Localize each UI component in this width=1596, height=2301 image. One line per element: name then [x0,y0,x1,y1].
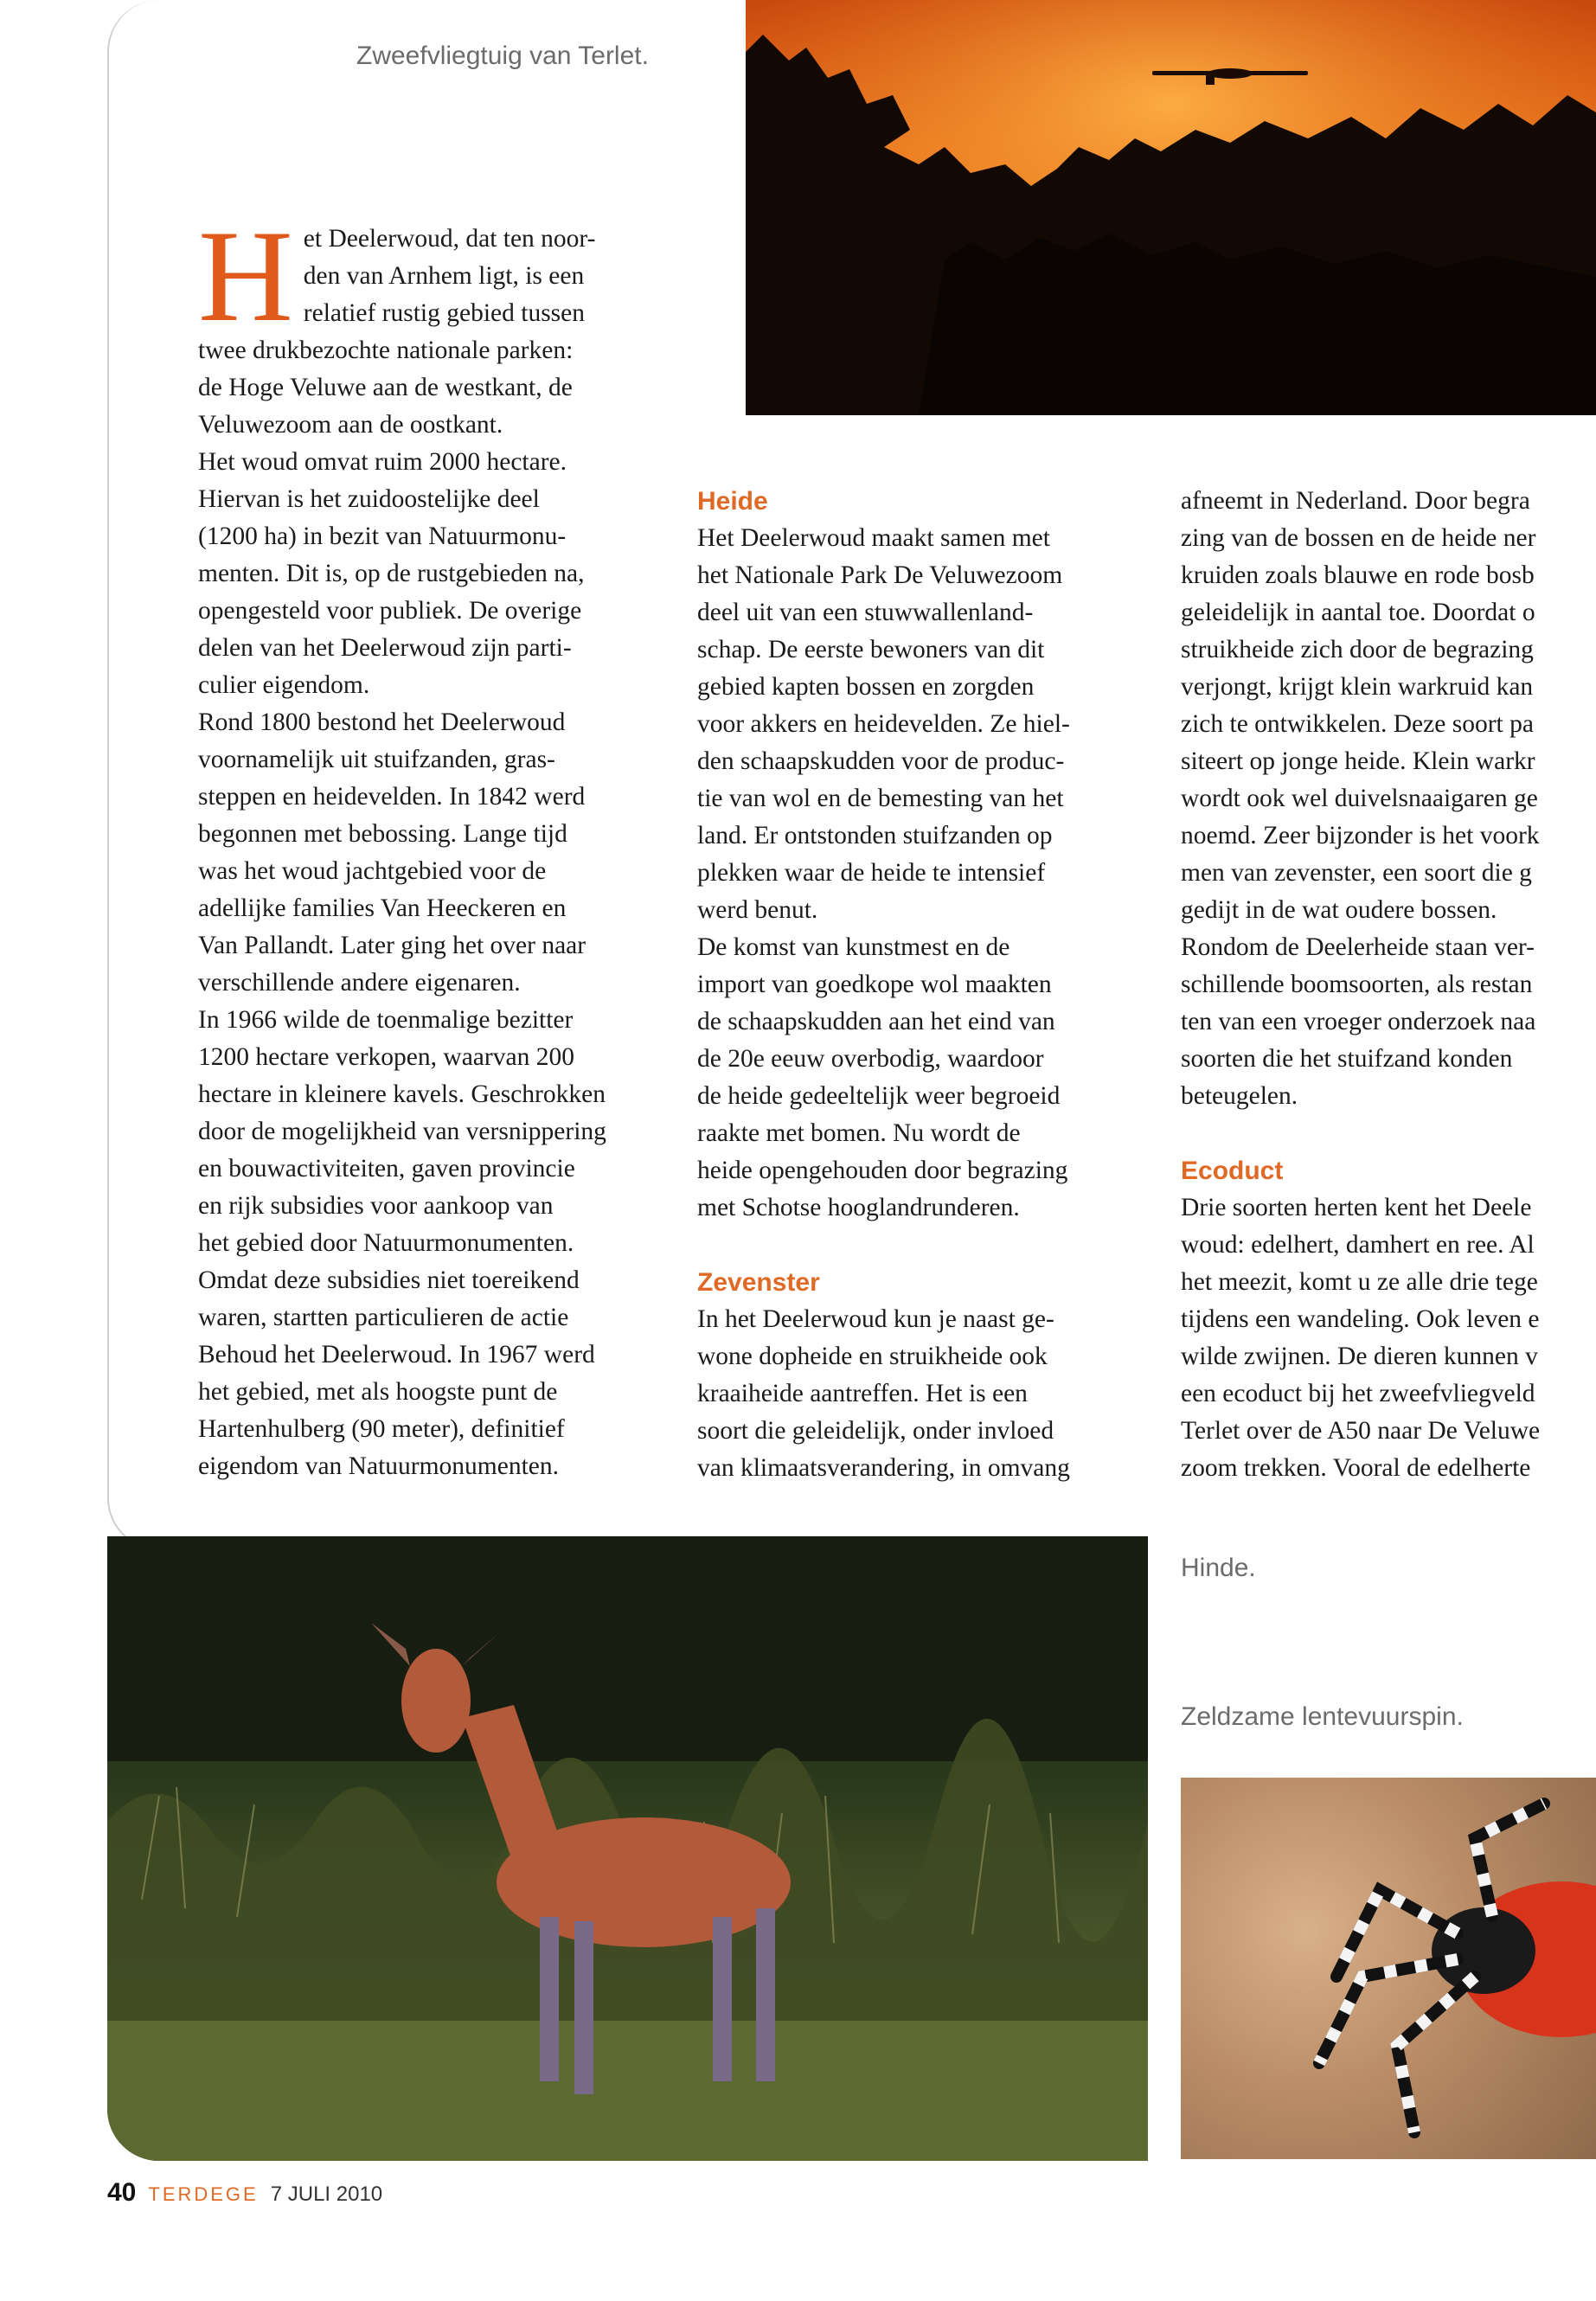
col3-line: noemd. Zeer bijzonder is het voork [1181,822,1540,849]
col2-line: van klimaatsverandering, in omvang [697,1454,1070,1482]
col1-line: Hartenhulberg (90 meter), definitief [198,1415,565,1443]
col1-line: adellijke families Van Heeckeren en [198,894,567,922]
col2-line: met Schotse hooglandrunderen. [697,1194,1020,1221]
col1-line: begonnen met bebossing. Lange tijd [198,820,567,848]
article-column-2 [697,483,1147,1487]
col3-line: soorten die het stuifzand konden [1181,1045,1513,1073]
col1-line: Omdat deze subsidies niet toereikend [198,1266,580,1294]
spider-illustration [1181,1778,1596,2159]
col1-line: en rijk subsidies voor aankoop van [198,1192,554,1220]
col1-line: Behoud het Deelerwoud. In 1967 werd [198,1341,595,1368]
col3-line: afneemt in Nederland. Door begra [1181,487,1530,515]
col3-line: tijdens een wandeling. Ook leven e [1181,1305,1540,1333]
heading-zevenster: Zevenster [697,1268,820,1297]
col3-line: beteugelen. [1181,1082,1298,1110]
col2-line: de heide gedeeltelijk weer begroeid [697,1082,1061,1110]
col3-line: het meezit, komt u ze alle drie tege [1181,1268,1538,1296]
col1-line: culier eigendom. [198,671,370,699]
col2-line: plekken waar de heide te intensief [697,859,1046,887]
col2-line: gebied kapten bossen en zorgden [697,673,1035,701]
page-footer [107,2178,382,2208]
col1-line: (1200 ha) in bezit van Natuurmonu- [198,522,567,550]
col2-line: het Nationale Park De Veluwezoom [697,561,1063,589]
col2-line: den schaapskudden voor de produc- [697,747,1065,775]
photo-lentevuurspin [1181,1778,1596,2159]
caption-hinde: Hinde. [1181,1554,1256,1582]
col1-line: door de mogelijkheid van versnippering [198,1118,606,1145]
col1-line: steppen en heidevelden. In 1842 werd [198,783,586,811]
col2-line: de 20e eeuw overbodig, waardoor [697,1045,1044,1073]
col1-line: voornamelijk uit stuifzanden, gras- [198,746,555,773]
photo-hinde [107,1536,1148,2161]
col2-line: land. Er ontstonden stuifzanden op [697,822,1053,849]
col3-line: siteert op jonge heide. Klein warkr [1181,747,1535,775]
col3-line: woud: edelhert, damhert en ree. Al [1181,1231,1535,1259]
col3-line: zing van de bossen en de heide ner [1181,524,1536,552]
col3-line: geleidelijk in aantal toe. Doordat o [1181,599,1535,626]
col1-line: et Deelerwoud, dat ten noor- [303,225,596,253]
article-column-3 [1181,483,1596,1487]
col1-line: menten. Dit is, op de rustgebieden na, [198,560,585,587]
glider-sunset-illustration [746,0,1596,415]
col1-line: den van Arnhem ligt, is een [303,262,585,290]
col2-line: deel uit van een stuwwallenland- [697,599,1034,626]
col3-line: Drie soorten herten kent het Deele [1181,1194,1532,1221]
col2-line: raakte met bomen. Nu wordt de [697,1119,1021,1147]
col1-line: het gebied door Natuurmonumenten. [198,1229,574,1257]
col3-line: verjongt, krijgt klein warkruid kan [1181,673,1534,701]
col1-line: verschillende andere eigenaren. [198,969,521,997]
col1-line: waren, startten particulieren de actie [198,1304,569,1331]
col1-line: Veluwezoom aan de oostkant. [198,411,503,439]
col3-line: wordt ook wel duivelsnaaigaren ge [1181,785,1538,812]
col1-line: het gebied, met als hoogste punt de [198,1378,558,1406]
col3-line: kruiden zoals blauwe en rode bosb [1181,561,1535,589]
col2-line: kraaiheide aantreffen. Het is een [697,1380,1028,1407]
caption-glider: Zweefvliegtuig van Terlet. [356,42,649,70]
col2-line: In het Deelerwoud kun je naast ge- [697,1305,1054,1333]
col1-line: In 1966 wilde de toenmalige bezitter [198,1006,574,1034]
col1-line: hectare in kleinere kavels. Geschrokken [198,1080,606,1108]
magazine-name: TERDEGE [148,2183,259,2205]
col2-line: tie van wol en de bemesting van het [697,785,1064,812]
col1-line: Van Pallandt. Later ging het over naar [198,932,586,959]
article-column-1 [198,203,665,1485]
lentevuurspin [1319,1804,1596,2132]
issue-date: 7 JULI 2010 [270,2182,383,2206]
deer-illustration [107,1536,1148,2161]
col1-line: Het woud omvat ruim 2000 hectare. [198,448,567,476]
paragraph-gap [697,1227,1147,1264]
col3-line: wilde zwijnen. De dieren kunnen v [1181,1343,1538,1370]
col1-line: de Hoge Veluwe aan de westkant, de [198,374,573,401]
col1-line: was het woud jachtgebied voor de [198,857,547,885]
heading-ecoduct: Ecoduct [1181,1157,1284,1185]
col3-line: zich te ontwikkelen. Deze soort pa [1181,710,1534,738]
col1-line: relatief rustig gebied tussen [303,299,586,327]
col2-line: werd benut. [697,896,818,924]
col3-line: een ecoduct bij het zweefvliegveld [1181,1380,1535,1407]
col3-line: ten van een vroeger onderzoek naa [1181,1008,1536,1035]
col3-line: men van zevenster, een soort die g [1181,859,1532,887]
col2-line: soort die geleidelijk, onder invloed [697,1417,1054,1445]
col3-line: schillende boomsoorten, als restan [1181,971,1533,998]
col1-line: twee drukbezochte nationale parken: [198,336,574,364]
col2-line: De komst van kunstmest en de [697,933,1010,961]
col2-line: import van goedkope wol maakten [697,971,1052,998]
col3-line: struikheide zich door de begrazing [1181,636,1534,663]
col1-line: eigendom van Natuurmonumenten. [198,1452,559,1480]
col1-line: delen van het Deelerwoud zijn parti- [198,634,572,662]
col2-line: schap. De eerste bewoners van dit [697,636,1045,663]
col1-line: 1200 hectare verkopen, waarvan 200 [198,1043,574,1071]
heading-heide: Heide [697,487,768,516]
drop-cap: H [198,203,293,349]
caption-spider: Zeldzame lentevuurspin. [1181,1702,1464,1731]
col1-line: opengesteld voor publiek. De overige [198,597,582,625]
col2-line: Het Deelerwoud maakt samen met [697,524,1050,552]
col2-line: heide opengehouden door begrazing [697,1157,1068,1184]
photo-glider-sunset [746,0,1596,415]
col3-line: zoom trekken. Vooral de edelherte [1181,1454,1531,1482]
col3-line: gedijt in de wat oudere bossen. [1181,896,1497,924]
col1-line: Hiervan is het zuidoostelijke deel [198,485,540,513]
col1-line: Rond 1800 bestond het Deelerwoud [198,708,566,736]
col2-line: wone dopheide en struikheide ook [697,1343,1048,1370]
col2-line: de schaapskudden aan het eind van [697,1008,1055,1035]
paragraph-gap [1181,1115,1596,1152]
col3-line: Terlet over de A50 naar De Veluwe [1181,1417,1541,1445]
col1-line: en bouwactiviteiten, gaven provincie [198,1155,575,1183]
page-number: 40 [107,2178,137,2207]
col2-line: voor akkers en heidevelden. Ze hiel- [697,710,1070,738]
col3-line: Rondom de Deelerheide staan ver- [1181,933,1535,961]
